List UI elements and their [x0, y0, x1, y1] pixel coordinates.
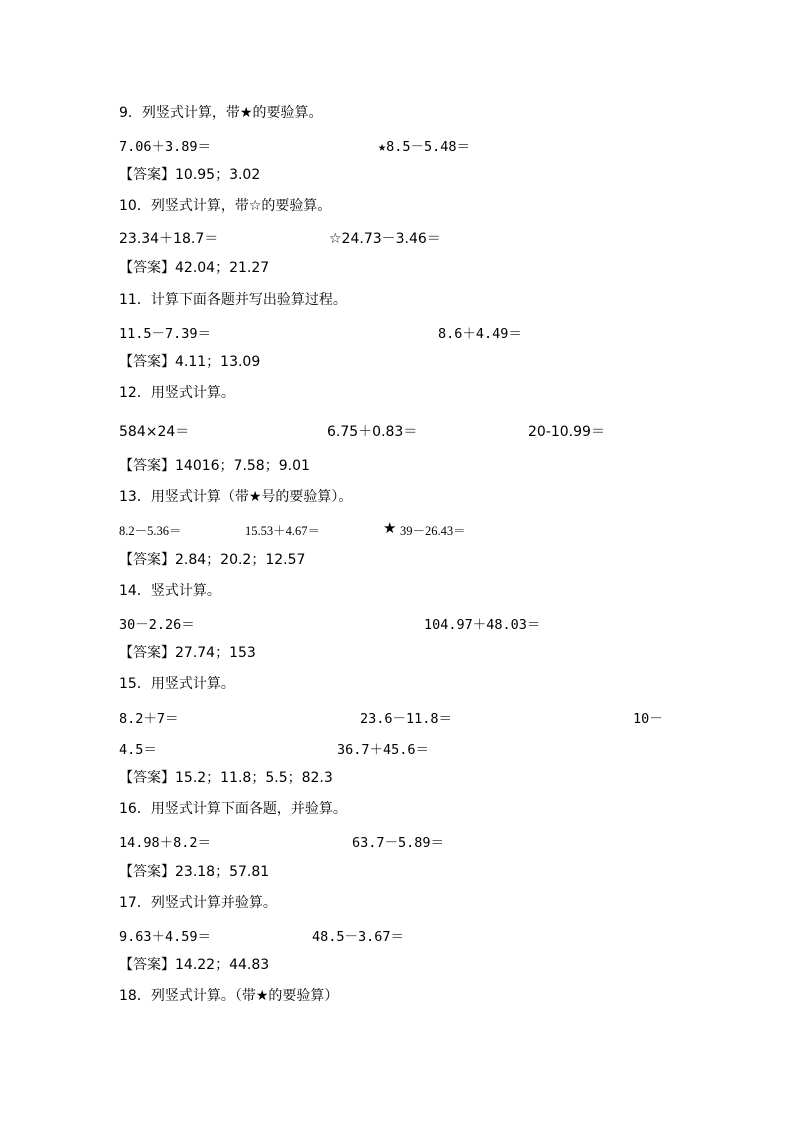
question-9: 9．列竖式计算，带★的要验算。 [119, 105, 323, 121]
answer-13: 【答案】2.84；20.2；12.57 [119, 552, 306, 568]
answer-11: 【答案】4.11；13.09 [119, 354, 261, 370]
expression-16-2: 63.7－5.89＝ [352, 835, 445, 851]
expression-14-1: 30－2.26＝ [119, 617, 195, 633]
answer-9: 【答案】10.95；3.02 [119, 167, 261, 183]
question-17: 17．列竖式计算并验算。 [119, 895, 277, 911]
question-13: 13．用竖式计算（带★号的要验算）。 [119, 489, 353, 505]
answer-12: 【答案】14016；7.58；9.01 [119, 458, 310, 474]
expression-9-1: 7.06＋3.89＝ [119, 139, 212, 155]
question-12: 12．用竖式计算。 [119, 385, 235, 401]
expression-10-1: 23.34＋18.7＝ [119, 231, 219, 247]
expression-12-2: 6.75＋0.83＝ [327, 424, 418, 440]
answer-15: 【答案】15.2；11.8；5.5；82.3 [119, 770, 333, 786]
expression-15-3-continued: 4.5＝ [119, 742, 157, 758]
question-18: 18．列竖式计算。（带★的要验算） [119, 988, 339, 1004]
expression-12-3: 20-10.99＝ [528, 424, 605, 440]
question-11: 11．计算下面各题并写出验算过程。 [119, 292, 347, 308]
question-16: 16．用竖式计算下面各题，并验算。 [119, 801, 347, 817]
answer-10: 【答案】42.04；21.27 [119, 260, 270, 276]
expression-15-3: 10－ [633, 711, 663, 727]
expression-17-1: 9.63＋4.59＝ [119, 929, 212, 945]
expression-14-2: 104.97＋48.03＝ [424, 617, 541, 633]
question-10: 10．列竖式计算，带☆的要验算。 [119, 198, 332, 214]
expression-16-1: 14.98＋8.2＝ [119, 835, 212, 851]
star-icon: ★ [383, 519, 397, 537]
expression-9-2: ★8.5－5.48＝ [378, 139, 471, 155]
expression-11-1: 11.5－7.39＝ [119, 326, 212, 342]
expression-13-3: 39－26.43＝ [400, 524, 466, 538]
expression-15-1: 8.2＋7＝ [119, 711, 179, 727]
expression-13-2: 15.53＋4.67＝ [245, 524, 321, 538]
answer-16: 【答案】23.18；57.81 [119, 864, 270, 880]
expression-12-1: 584×24＝ [119, 424, 190, 440]
question-15: 15．用竖式计算。 [119, 676, 235, 692]
expression-15-2: 23.6－11.8＝ [360, 711, 453, 727]
answer-14: 【答案】27.74；153 [119, 645, 256, 661]
expression-10-2: ☆24.73－3.46＝ [329, 231, 441, 247]
question-14: 14．竖式计算。 [119, 583, 221, 599]
expression-11-2: 8.6＋4.49＝ [438, 326, 522, 342]
expression-13-1: 8.2－5.36＝ [119, 524, 182, 538]
expression-15-4: 36.7＋45.6＝ [337, 742, 430, 758]
answer-17: 【答案】14.22；44.83 [119, 957, 270, 973]
expression-17-2: 48.5－3.67＝ [312, 929, 405, 945]
